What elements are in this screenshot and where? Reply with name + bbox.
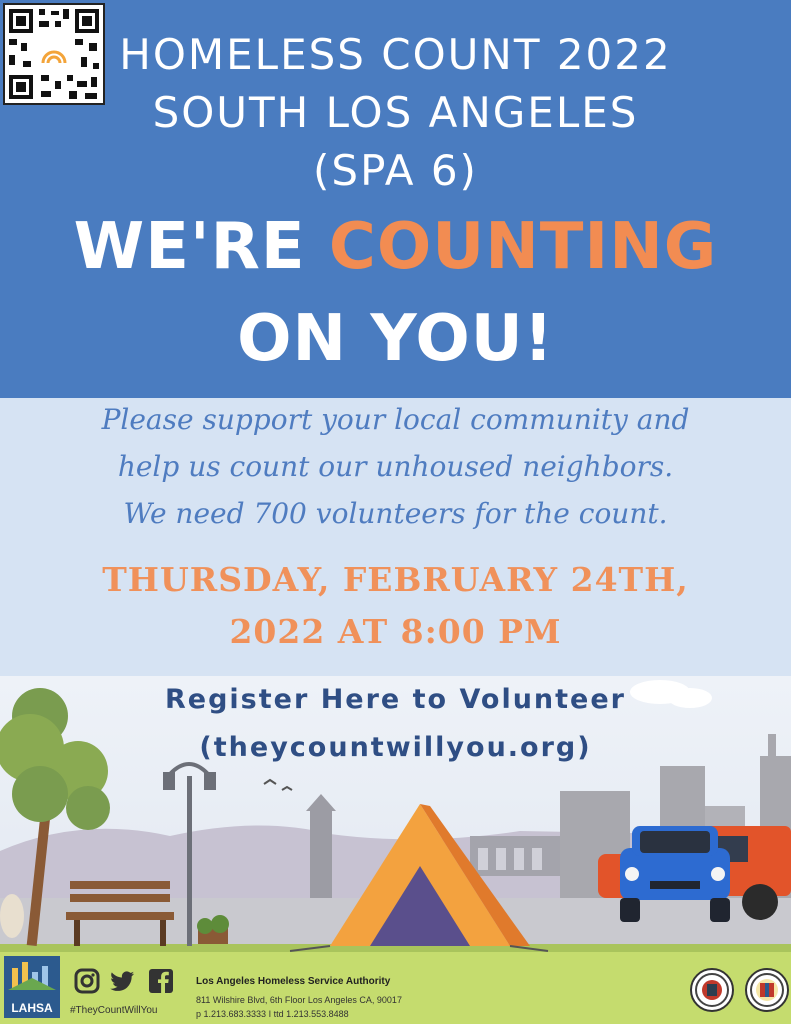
headline-highlight: COUNTING	[328, 210, 718, 284]
org-name: Los Angeles Homeless Service Authority	[196, 976, 391, 987]
title-line-3: (SPA 6)	[313, 146, 478, 195]
lahsa-logo	[4, 956, 60, 1018]
event-date-line-1: THURSDAY, FEBRUARY 24TH,	[102, 560, 689, 599]
hashtag-text: #TheyCountWillYou	[70, 1005, 158, 1016]
twitter-icon[interactable]	[110, 968, 136, 994]
instagram-icon[interactable]	[74, 968, 100, 994]
headline-line-2: ON YOU!	[237, 302, 554, 376]
lahsa-emblem-icon	[4, 956, 60, 996]
camp-scene-illustration	[0, 676, 791, 952]
headline-part1: WE'RE	[73, 210, 329, 284]
title-line-1: HOMELESS COUNT 2022	[119, 30, 672, 79]
message-line-3: We need 700 volunteers for the count.	[123, 497, 668, 530]
event-date-line-2: 2022 AT 8:00 PM	[229, 612, 562, 651]
lahsa-logo-text: LAHSA	[11, 1001, 53, 1015]
org-phone: p 1.213.683.3333 I ttd 1.213.553.8488	[196, 1009, 349, 1019]
org-address: 811 Wilshire Blvd, 6th Floor Los Angeles CA, 90017	[196, 995, 402, 1005]
message-line-1: Please support your local community and	[101, 403, 690, 436]
register-link[interactable]: (theycountwillyou.org)	[199, 732, 592, 763]
title-line-2: SOUTH LOS ANGELES	[152, 88, 639, 137]
headline-line-1	[0, 210, 791, 284]
city-seal-icon	[690, 968, 734, 1012]
message-line-2: help us count our unhoused neighbors.	[117, 450, 674, 483]
county-seal-icon	[745, 968, 789, 1012]
facebook-icon[interactable]	[148, 968, 174, 994]
register-label[interactable]: Register Here to Volunteer	[165, 684, 626, 715]
